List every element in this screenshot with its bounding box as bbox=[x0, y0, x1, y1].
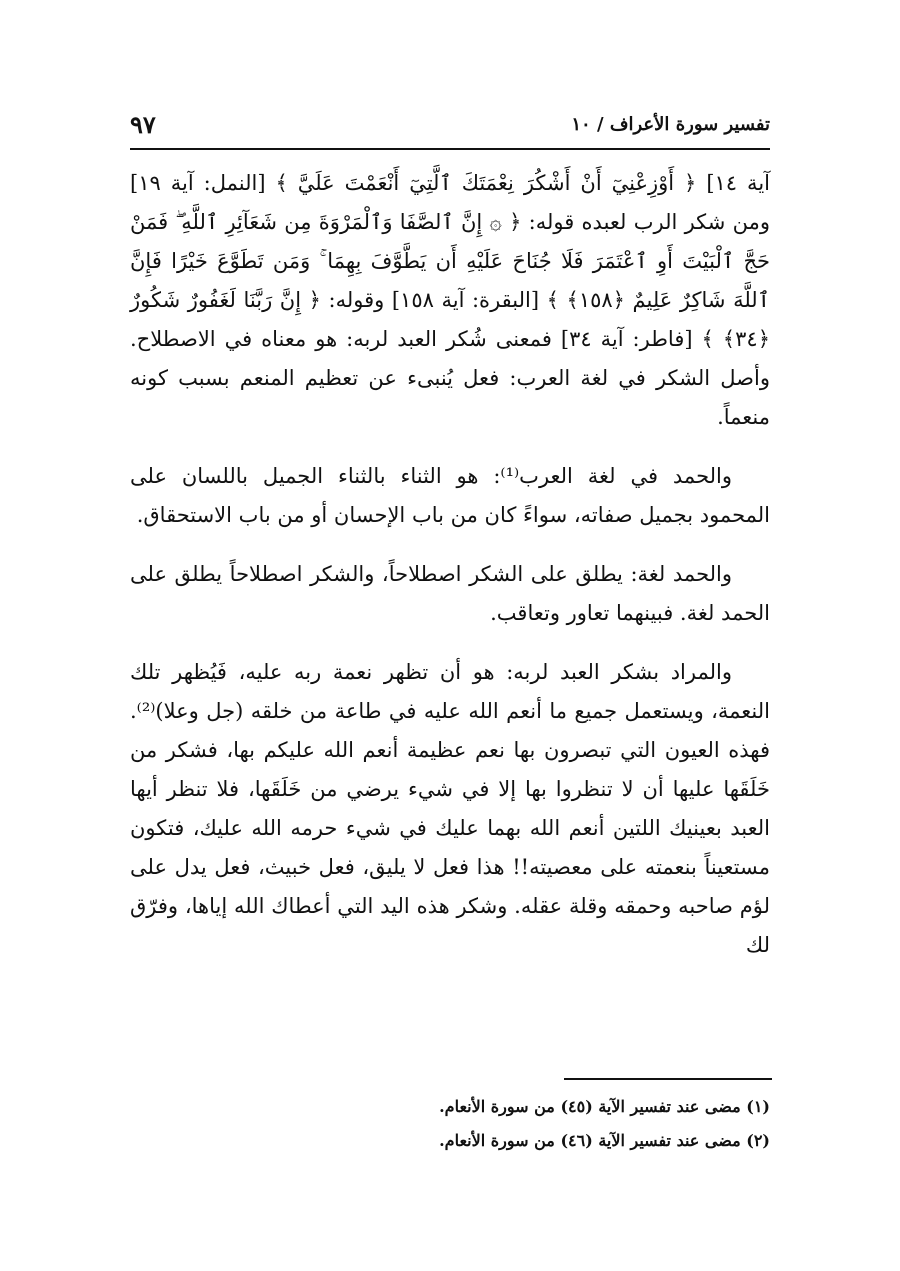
footnote-rule bbox=[564, 1078, 772, 1080]
main-text bbox=[130, 164, 770, 965]
running-title: تفسير سورة الأعراف / ١٠ bbox=[571, 114, 770, 135]
page-number: ٩٧ bbox=[130, 110, 156, 139]
page-header bbox=[130, 100, 770, 144]
footnote-1: (١) مضى عند تفسير الآية (٤٥) من سورة الأنعام. bbox=[439, 1097, 770, 1116]
paragraph-1: آية ١٤] ﴿ أَوْزِعْنِيٓ أَنْ أَشْكُرَ نِعْمَتَكَ ٱلَّتِيٓ أَنْعَمْتَ عَلَيَّ ﴾ [النمل: آية ١٩] ومن شكر الرب لعبده قوله: ﴿ ۞ إِنَّ ٱلصَّفَا وَٱلْمَرْوَةَ مِن شَعَآئِرِ ٱللَّهِ ۖ فَمَنْ حَجَّ ٱلْبَيْتَ أَوِ ٱعْتَمَرَ فَلَا جُنَاحَ عَلَيْهِ أَن يَطَّوَّفَ بِهِمَا ۚ وَمَن تَطَوَّعَ خَيْرًا فَإِنَّ ٱللَّهَ شَاكِرٌ عَلِيمٌ ﴿١٥٨﴾ ﴾ [البقرة: آية ١٥٨] وقوله: ﴿ إِنَّ رَبَّنَا لَغَفُورٌ شَكُورٌ ﴿٣٤﴾ ﴾ [فاطر: آية ٣٤] فمعنى شُكر العبد لربه: هو معناه في الاصطلاح. وأصل الشكر في لغة العرب: فعل يُنبىء عن تعظيم المنعم بسبب كونه منعماً. bbox=[130, 171, 770, 429]
paragraph-2: والحمد في لغة العرب⁽¹⁾: هو الثناء بالثناء الجميل باللسان على المحمود بجميل صفاته، سواءً كان من باب الإحسان أو من باب الاستحقاق. bbox=[130, 464, 770, 527]
footnote-2: (٢) مضى عند تفسير الآية (٤٦) من سورة الأنعام. bbox=[439, 1131, 770, 1150]
paragraph-4: والمراد بشكر العبد لربه: هو أن تظهر نعمة ربه عليه، فَيُظهر تلك النعمة، ويستعمل جميع ما أنعم الله عليه في طاعة من خلقه (جل وعلا)⁽²⁾. فهذه العيون التي تبصرون بها نعم عظيمة أنعم الله عليكم بها، فشكر من خَلَقَها عليها أن لا تنظروا بها إلا في شيء يرضي من خَلَقَها، فلا تنظر أيها العبد بعينيك اللتين أنعم الله بهما عليك في شيء حرمه الله عليك، فتكون مستعيناً بنعمته على معصيته!! هذا فعل لا يليق، فعل خبيث، فعل يدل على لؤم صاحبه وحمقه وقلة عقله. وشكر هذه اليد التي أعطاك الله إياها، وفرّق لك bbox=[130, 660, 770, 957]
paragraph-3: والحمد لغة: يطلق على الشكر اصطلاحاً، والشكر اصطلاحاً يطلق على الحمد لغة. فبينهما تعاور وتعاقب. bbox=[130, 562, 770, 625]
header-rule bbox=[130, 148, 770, 150]
footnotes bbox=[130, 1090, 770, 1158]
book-page bbox=[130, 100, 770, 965]
